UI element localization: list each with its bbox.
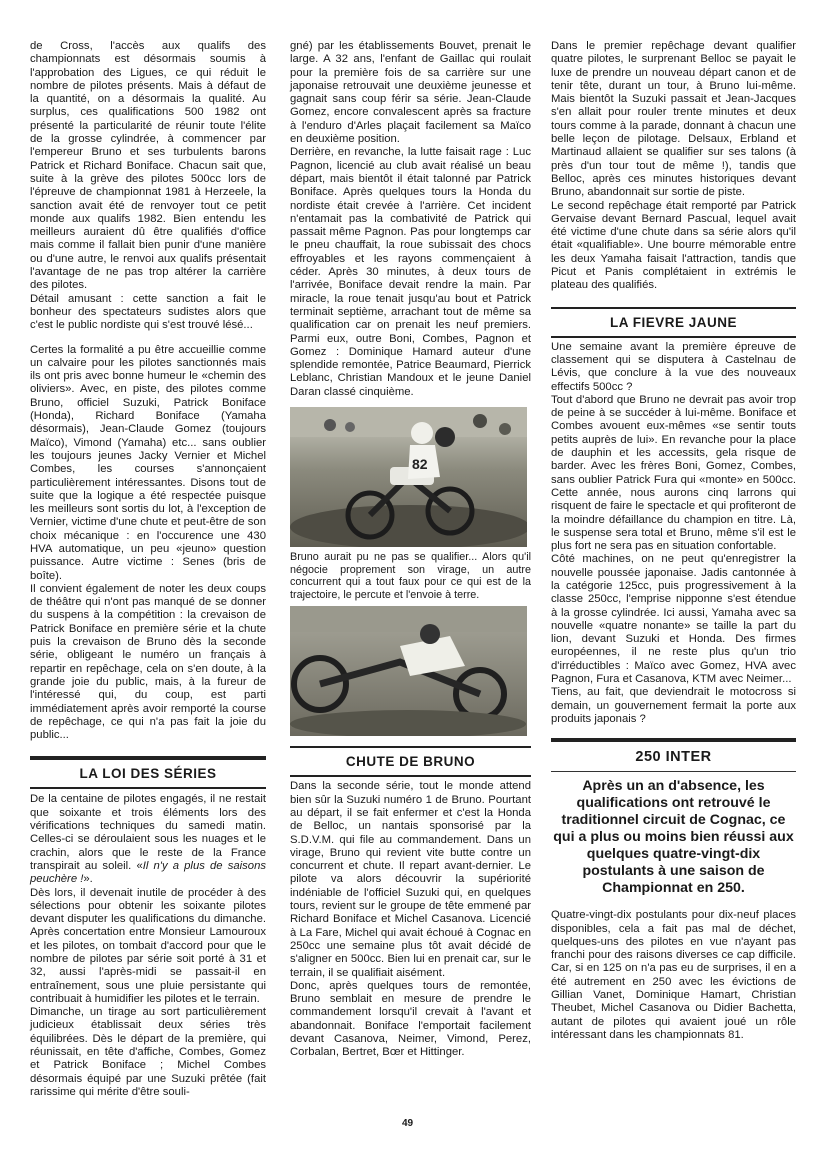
paragraph: Côté machines, on ne peut qu'enregistrer la nouvelle poussée japonaise. Jadis cantonnée à la catégorie 125cc, puis progressivement à la classe 250cc, l'emprise nipponne s'est étendue à la grosse cylindrée. Ici aussi, Yamaha avec sa nouvelle «quatre nonante» se taille la part du lion, devant Suzuki et Honda. Des firmes européennes, il ne reste plus qu'un trio d'irréductibles : Maïco avec Gomez, HVA avec Pagnon, Fura et Casanova, KTM avec Neimer...	[551, 553, 796, 686]
photo-bruno-virage	[290, 407, 527, 547]
paragraph: Quatre-vingt-dix postulants pour dix-neuf places disponibles, cela a fait pas mal de déchet, quelques-uns des pilotes en vue n'ayant pas franchi pour des raisons diverses ce cap difficile. Car, si en 125 on n'a pas eu de surprises, il en a été autrement en 250 avec les évictions de Gillian Vanet, Dominique Hamart, Christian Theubet, Michel Casanova ou Didier Bachetta, autant de pilotes qui avaient joué un rôle intéressant dans les championnats 81.	[551, 909, 796, 1041]
paragraph: Tiens, au fait, que deviendrait le motocross si demain, un gouvernement fermait la porte aux produits japonais ?	[551, 686, 796, 725]
paragraph: Détail amusant : cette sanction a fait le bonheur des spectateurs sudistes alors que c'est le public nordiste qui s'est trouvé lésé...	[30, 292, 266, 332]
motocross-photo-1	[290, 407, 527, 547]
paragraph: Dimanche, un tirage au sort particulièrement judicieux établissait deux séries très équilibrées. Dès le départ de la première, qui réunissait, en tête d'affiche, Combes, Gomez et Patrick Boniface ; Michel Combes désormais équipé par une Suzuki prêtée (fait rarissime qui mérite d'être souli-	[30, 1006, 266, 1098]
column-1	[30, 40, 266, 1099]
paragraph: De la centaine de pilotes engagés, il ne restait que soixante et trois éléments lors des vérifications techniques du samedi matin. Celles-ci se déroulaient sous les nuages et le crachin, alors que le reste de la France transpirait au soleil. «Il n'y a plus de saisons peuchère !».	[30, 793, 267, 886]
paragraph: Certes la formalité a pu être accueillie comme un calvaire pour les pilotes sanctionnés mais ils ont pris avec bonne humeur le «chemin des oliviers». Avec, en piste, des pilotes comme Bruno, officiel Suzuki, Patrick Boniface (Honda), Richard Boniface (Yamaha désormais), Jean-Claude Gomez (toujours Maïco), Vimond (Yamaha) etc... sans oublier les toujours jeunes Jacky Vernier et Michel Combes, les courses s'annonçaient particulièrement intéressantes. Disons tout de suite que la logique a été respectée puisque les meilleurs sont sortis du lot, à l'exception de Vernier, victime d'une chute et peut-être de son choix mécanique : en l'occurence une 430 HVA automatique, un peu «jeuno» question puissance. Autre victime : Senes (bris de boîte).	[30, 343, 266, 582]
paragraph: Donc, après quelques tours de remontée, Bruno semblait en mesure de prendre le commandement lorsqu'il crevait à l'avant et abandonnait. Boniface l'emportait facilement devant Casanova, Neimer, Vimond, Perez, Corbalan, Bertret, Bœr et Hittinger.	[290, 979, 531, 1059]
page-number: 49	[402, 1118, 414, 1129]
svg-text:82: 82	[412, 456, 428, 473]
section-title-250-inter: 250 INTER	[635, 749, 712, 766]
column-3	[551, 40, 796, 1042]
paragraph: Une semaine avant la première épreuve de classement qui se disputera à Castelnau de Lévis, que conclure à la vue des nouveaux effectifs 500cc ?	[551, 340, 796, 393]
section-rule	[290, 746, 531, 748]
paragraph: de Cross, l'accès aux qualifs des championnats est désormais soumis à l'approbation des Ligues, ce qui réduit le nombre de pilotes présents. Mais à défaut de la quantité, on a désormais la qualité. Au surplus, ces qualifications 500 1982 ont présenté la particularité de réunir toute l'élite de la grosse cylindrée, à commencer par l'empereur Bruno et ses turbulents barons Patrick et Richard Boniface. Chacun sait que, suite à la grève des pilotes 500cc lors de l'épreuve de championnat 1981 à Herzeele, la sanction avait été de renvoyer tout ce petit monde aux qualifs 1982. Bien entendu les meilleurs auraient dû être qualifiés d'office mais comme il fallait bien punir d'une manière ou d'une autre, le renvoi aux qualifs présentait l'avantage de ne pas trop altérer la carrière des pilotes.	[30, 40, 266, 292]
photo-bruno-chute	[290, 606, 527, 736]
paragraph: gné) par les établissements Bouvet, prenait le large. A 32 ans, l'enfant de Gaillac qui roulait pour la première fois de sa carrière sur une japonaise retrouvait une deuxième jeunesse et gagnait sans coup férir sa série. Jean-Claude Gomez, encore convalescent après sa fracture à l'enduro d'Arles plaçait facilement sa Maïco en deuxième position.	[290, 40, 531, 146]
paragraph: Dès lors, il devenait inutile de procéder à des sélections pour obtenir les soixante pilotes devant disputer les qualifications du dimanche. Après concertation entre Monsieur Lamouroux et les pilotes, on tombait d'accord pour que le nombre de pilotes par série soit porté à 31 et 32, aussi l'après-midi se passait-il en entraînement, sous une pluie persistante qui contribuait à humidifier les pilotes et le terrain.	[30, 886, 266, 1005]
section-rule	[551, 738, 796, 742]
section-rule	[30, 756, 266, 760]
paragraph: Le second repêchage était remporté par Patrick Gervaise devant Bernard Pascual, lequel avait été victime d'une chute dans sa série alors qu'il était «qualifiable». Une bourre mémorable entre les deux Yamaha faisait l'attraction, tandis que Picut et Panis complétaient in extrémis le plateau des qualifiés.	[551, 199, 796, 292]
paragraph: Tout d'abord que Bruno ne devrait pas avoir trop de peine à se succéder à lui-même. Boniface et Combes avouent eux-mêmes «se sentir touts petits auprès de lui». En revanche pour la place de dauphin et les accessits, gela risque de barder. Avec les frères Boni, Gomez, Combes, sans oublier Patrick Fura qui «monte» en 500cc. Cette année, nous aurons cinq larrons qui risquent de faire le spectacle et qui profiteront de la moindre défaillance du champion en titre. Là, le suspense sera total et Bruno, même s'il est le plus fort ne sera pas en situation confortable.	[551, 393, 796, 553]
motocross-photo-2	[290, 606, 527, 736]
section-rule	[551, 307, 796, 309]
column-2	[290, 40, 531, 1060]
section-title-fievre-jaune: LA FIEVRE JAUNE	[609, 314, 738, 330]
paragraph: Dans le premier repêchage devant qualifier quatre pilotes, le surprenant Belloc se payait le luxe de prendre un nouveau départ canon et de tenir tête, durant un tour, à Bruno lui-même. Mais bientôt la Suzuki passait et Jean-Jacques s'en allait pour rouler trente minutes et deux tours comme à la parade, donnant à chacun une belle leçon de pilotage. Delsaux, Erbland et Martinaud allaient se qualifier sur ses talons (à près d'un tour tout de même !), tandis que Belloc, après ces minutes historiques devant Bruno, abandonnait sur sortie de piste.	[551, 40, 796, 199]
section-title-loi-des-series: LA LOI DES SÉRIES	[79, 766, 217, 782]
paragraph: Derrière, en revanche, la lutte faisait rage : Luc Pagnon, licencié au club avait réalisé un beau départ, mais bientôt il était talonné par Patrick Boniface. Après quelques tours la Honda du nordiste était crevée à l'arrière. Cet incident n'entamait pas la combativité de Patrick qui passait même Pagnon. Pas pour longtemps car le pneu chauffait, la roue subissait des chocs effroyables et les rayons commençaient à céder. Après 30 minutes, à deux tours de l'arrivée, Boniface devait rendre la main. Par miracle, la roue tenait jusqu'au bout et Patrick terminait septième, arrachant tout de même sa qualification car on prenait les neuf premiers. Parmi eux, outre Boni, Combes, Pagnon et Gomez : Dominique Hamard auteur d'une splendide remontée, Patrice Beaumard, Pierrick Leblanc, Christian Mandoux et le jeune Daniel Daran classé cinquième.	[290, 146, 531, 398]
photo-caption: Bruno aurait pu ne pas se qualifier... Alors qu'il négocie proprement son virage, un autre concurrent qui a tout faux pour ce qui est de la trajectoire, le percute et l'envoie à terre.	[290, 551, 531, 601]
section-title-chute-de-bruno: CHUTE DE BRUNO	[345, 754, 476, 770]
paragraph: Il convient également de noter les deux coups de théâtre qui n'ont pas manqué de se donner du suspens à la compétition : la crevaison de Patrick Boniface en première série et la chute puis la crevaison de Bruno dès la seconde série, obligeant le numéro un français à repartir en repêchage, cela on s'en doute, à la grande joie du public, mais, à la fureur de l'intéressé qui, du coup, est parti immédiatement après avoir remporté la course de repêchage, ce qui n'a pas fait la joie du public...	[30, 582, 266, 742]
article-lede: Après un an d'absence, les qualifications ont retrouvé le traditionnel circuit de Cognac, ce qui a plus ou moins bien réussi aux quelques quatre-vingt-dix postulants à une saison de Championnat en 250.	[553, 778, 794, 897]
paragraph: Dans la seconde série, tout le monde attend bien sûr la Suzuki numéro 1 de Bruno. Pourtant au départ, il se fait enfermer et c'est la Honda de Belloc, un nantais sponsorisé par la S.D.V.M. qui file au commandement. Dans un virage, Bruno qui revient vite butte contre un concurrent et chute. Il repart avant-dernier. Le pilote va alors découvrir la supériorité indéniable de l'officiel Suzuki qui, en quelques tours, revient sur le groupe de tête emmené par Richard Boniface et Michel Casanova. Licencié à La Fare, Michel qui avait échoué à Cognac en 250cc une semaine plus tôt avait décidé de s'aligner en 500cc. Bien lui en prenait car, sur le terrain, il se qualifiait aisément.	[290, 780, 531, 979]
